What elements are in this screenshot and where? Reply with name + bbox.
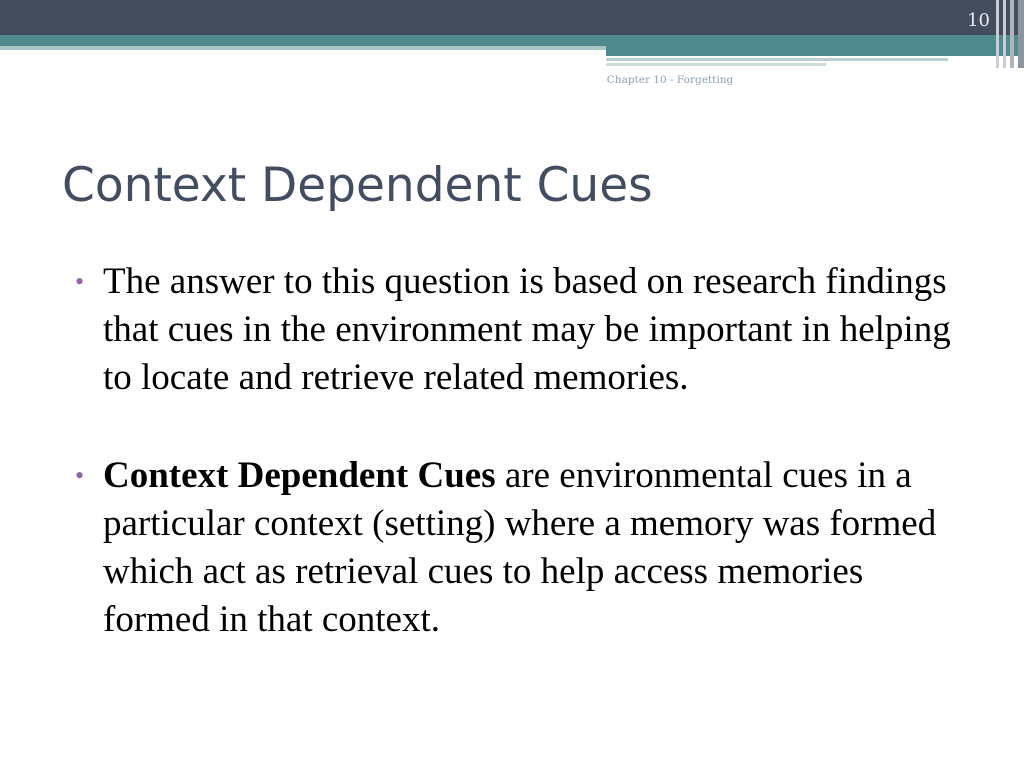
header-stripe (606, 63, 826, 66)
header-band-teal (0, 35, 1024, 46)
header-stripe (606, 58, 948, 61)
bullet-icon: • (75, 267, 85, 296)
header-vertical-bar (1018, 0, 1024, 68)
bullet-term: Context Dependent Cues (103, 455, 496, 496)
slide-title: Context Dependent Cues (62, 158, 653, 213)
bullet-list (75, 258, 975, 644)
header-band-dark (0, 0, 1024, 35)
bullet-text: The answer to this question is based on research findings that cues in the environment may be important in helping to locate and retrieve related memories. (103, 261, 951, 398)
slide-number: 10 (967, 10, 990, 31)
chapter-footer: Chapter 10 - Forgetting (606, 74, 734, 86)
header-band-accent (606, 46, 1024, 56)
bullet-item (75, 258, 975, 402)
header-vertical-bar (1010, 0, 1014, 68)
bullet-item (75, 452, 975, 644)
header-vertical-bar (996, 0, 999, 68)
bullet-icon: • (75, 461, 85, 490)
bullet-text: are environmental cues in a particular context (setting) where a memory was formed which act as retrieval cues to help access memories formed in that context. (103, 455, 937, 640)
header-vertical-bar (1003, 0, 1006, 68)
